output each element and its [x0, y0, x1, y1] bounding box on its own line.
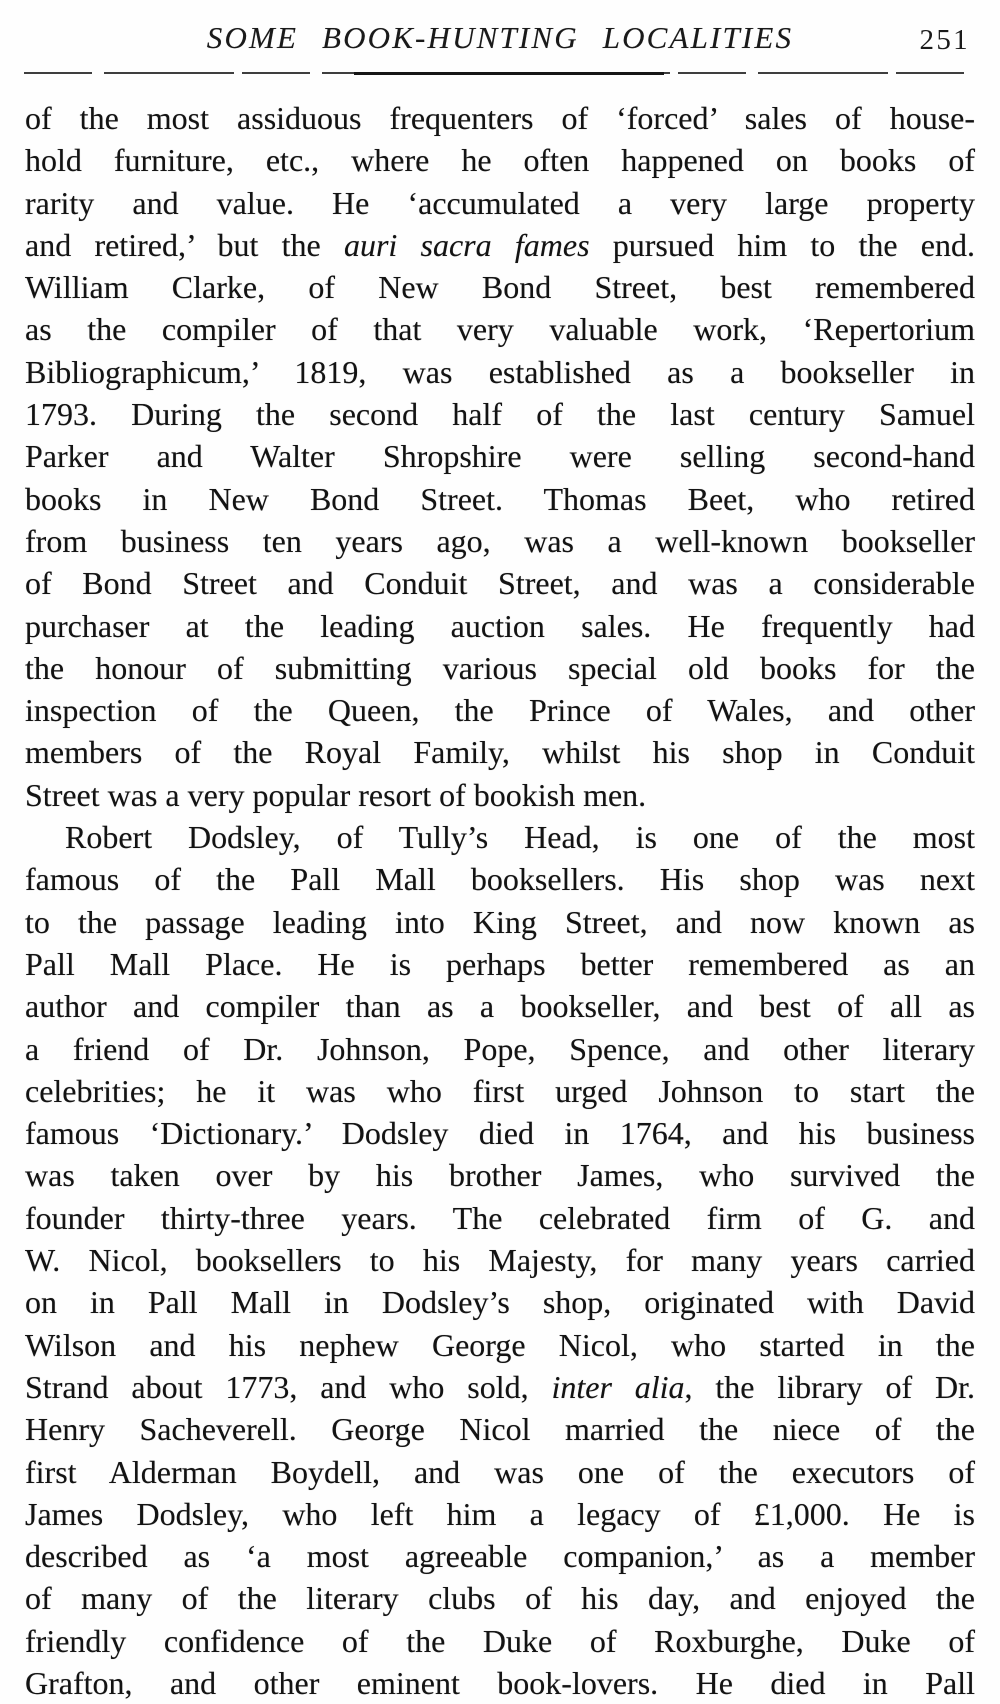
text-run: 1793. During the second half of the last century Samuel	[25, 396, 975, 433]
text-run: of Bond Street and Conduit Street, and was a considerable	[25, 565, 975, 602]
text-line	[25, 985, 975, 1027]
text-run: of the most assiduous frequenters of ‘forced’ sales of house-	[25, 100, 975, 136]
text-run: hold furniture, etc., where he often happened on books of	[25, 142, 975, 179]
text-line	[25, 1112, 975, 1154]
text-line	[25, 478, 975, 520]
text-run: famous ‘Dictionary.’ Dodsley died in 1764, and his business	[25, 1115, 975, 1152]
text-line	[25, 689, 975, 731]
text-line	[25, 139, 975, 181]
text-line	[25, 182, 975, 224]
text-run: Robert Dodsley, of Tully’s Head, is one of the most	[65, 819, 975, 856]
text-run: rarity and value. He ‘accumulated a very large property	[25, 184, 975, 221]
text-line	[25, 1620, 975, 1662]
text-line	[25, 1366, 975, 1408]
text-line	[25, 1408, 975, 1450]
text-line	[25, 1324, 975, 1366]
text-run: Strand about 1773, and who sold,	[25, 1368, 552, 1405]
text-run: first Alderman Boydell, and was one of the executors of	[25, 1453, 975, 1490]
text-line	[25, 97, 975, 139]
text-run: from business ten years ago, was a well-known bookseller	[25, 522, 975, 559]
text-run: the honour of submitting various special old books for the	[25, 649, 975, 686]
text-run: on in Pall Mall in Dodsley’s shop, originated with David	[25, 1284, 975, 1321]
text-line	[25, 1662, 975, 1704]
text-line	[25, 1451, 975, 1493]
text-line	[25, 266, 975, 308]
text-run: purchaser at the leading auction sales. He frequently had	[25, 607, 975, 644]
text-line	[25, 605, 975, 647]
text-line	[25, 1070, 975, 1112]
text-line	[25, 351, 975, 393]
text-run: as the compiler of that very valuable work, ‘Repertorium	[25, 311, 975, 348]
text-run: Parker and Walter Shropshire were selling second-hand	[25, 438, 975, 475]
text-line	[25, 1493, 975, 1535]
text-line	[25, 731, 975, 773]
text-line	[25, 1028, 975, 1070]
text-run: James Dodsley, who left him a legacy of £1,000. He is	[25, 1495, 975, 1532]
text-run: Pall Mall Place. He is perhaps better remembered as an	[25, 945, 975, 982]
text-run: famous of the Pall Mall booksellers. His shop was next	[25, 861, 975, 898]
text-line	[25, 774, 975, 816]
text-run: Bibliographicum,’ 1819, was established as a bookseller in	[25, 353, 975, 390]
text-line	[25, 858, 975, 900]
text-line	[25, 1239, 975, 1281]
text-line	[25, 943, 975, 985]
text-run: to the passage leading into King Street, and now known as	[25, 903, 975, 940]
text-run: William Clarke, of New Bond Street, best remembered	[25, 269, 975, 306]
text-run: described as ‘a most agreeable companion,’ as a member	[25, 1538, 975, 1575]
text-run: celebrities; he it was who first urged Johnson to start the	[25, 1072, 975, 1109]
text-run: Street was a very popular resort of bookish men.	[25, 776, 647, 813]
running-head	[0, 0, 1000, 64]
text-line	[25, 224, 975, 266]
text-line	[25, 435, 975, 477]
italic-text-run: inter alia	[551, 1368, 685, 1405]
running-head-title: SOME BOOK-HUNTING LOCALITIES	[206, 20, 794, 55]
text-line	[25, 901, 975, 943]
text-run: , the library of Dr.	[684, 1368, 976, 1405]
text-run: inspection of the Queen, the Prince of Wales, and other	[25, 692, 975, 729]
text-line	[25, 308, 975, 350]
text-run: author and compiler than as a bookseller, and best of all as	[25, 988, 975, 1025]
italic-text-run: auri sacra fames	[343, 226, 590, 263]
text-run: books in New Bond Street. Thomas Beet, who retired	[25, 480, 975, 517]
page-text	[25, 97, 975, 1704]
text-line	[25, 520, 975, 562]
text-run: a friend of Dr. Johnson, Pope, Spence, and other literary	[25, 1030, 975, 1067]
text-line	[25, 1281, 975, 1323]
text-line	[25, 562, 975, 604]
text-line	[25, 1535, 975, 1577]
text-run: Henry Sacheverell. George Nicol married the niece of the	[25, 1411, 975, 1448]
text-line	[25, 1577, 975, 1619]
text-run: W. Nicol, booksellers to his Majesty, for many years carried	[25, 1242, 975, 1279]
text-line	[25, 647, 975, 689]
page-number: 251	[919, 24, 970, 56]
header-rule-segment	[354, 72, 664, 75]
header-rule	[24, 72, 976, 75]
text-line	[25, 1154, 975, 1196]
text-run: was taken over by his brother James, who survived the	[25, 1157, 975, 1194]
text-run: Grafton, and other eminent book-lovers. He died in Pall	[25, 1664, 975, 1701]
text-run: of many of the literary clubs of his day, and enjoyed the	[25, 1580, 975, 1617]
text-run: friendly confidence of the Duke of Roxburghe, Duke of	[25, 1622, 975, 1659]
text-line	[25, 816, 975, 858]
text-line	[25, 393, 975, 435]
text-run: pursued him to the end.	[589, 226, 976, 263]
text-run: and retired,’ but the	[25, 226, 344, 263]
paragraph	[25, 97, 975, 816]
paragraph	[25, 816, 975, 1704]
text-run: members of the Royal Family, whilst his shop in Conduit	[25, 734, 975, 771]
text-run: Wilson and his nephew George Nicol, who started in the	[25, 1326, 975, 1363]
text-line	[25, 1197, 975, 1239]
text-run: founder thirty-three years. The celebrated firm of G. and	[25, 1199, 975, 1236]
